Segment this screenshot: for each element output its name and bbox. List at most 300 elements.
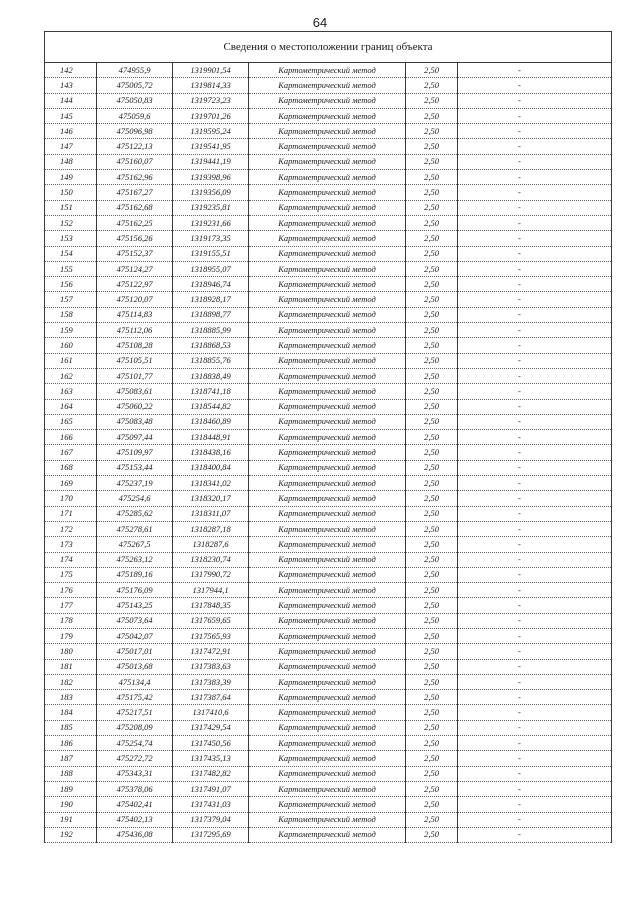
cell-method: Картометрический метод — [249, 63, 406, 78]
cell-coord-y: 1319901,54 — [173, 63, 249, 78]
cell-method: Картометрический метод — [249, 521, 406, 536]
cell-coord-y: 1318955,07 — [173, 261, 249, 276]
cell-coord-x: 475189,16 — [97, 567, 173, 582]
cell-accuracy: 2,50 — [406, 506, 458, 521]
cell-accuracy: 2,50 — [406, 277, 458, 292]
cell-point-number: 180 — [45, 644, 97, 659]
table-row — [45, 720, 612, 735]
table-body — [45, 63, 612, 843]
cell-method: Картометрический метод — [249, 628, 406, 643]
cell-point-number: 182 — [45, 674, 97, 689]
cell-coord-x: 475017,01 — [97, 644, 173, 659]
cell-method: Картометрический метод — [249, 506, 406, 521]
cell-accuracy: 2,50 — [406, 613, 458, 628]
cell-coord-y: 1318946,74 — [173, 277, 249, 292]
cell-coord-y: 1319723,23 — [173, 93, 249, 108]
cell-coord-x: 474955,9 — [97, 63, 173, 78]
table-row — [45, 628, 612, 643]
table-row — [45, 399, 612, 414]
cell-note: - — [458, 598, 612, 613]
cell-accuracy: 2,50 — [406, 399, 458, 414]
cell-coord-x: 475073,64 — [97, 613, 173, 628]
cell-note: - — [458, 537, 612, 552]
cell-note: - — [458, 521, 612, 536]
cell-method: Картометрический метод — [249, 430, 406, 445]
cell-coord-y: 1317472,91 — [173, 644, 249, 659]
cell-coord-x: 475050,83 — [97, 93, 173, 108]
cell-note: - — [458, 93, 612, 108]
table-row — [45, 353, 612, 368]
cell-coord-y: 1318928,17 — [173, 292, 249, 307]
cell-coord-y: 1319541,95 — [173, 139, 249, 154]
cell-accuracy: 2,50 — [406, 460, 458, 475]
cell-point-number: 164 — [45, 399, 97, 414]
cell-coord-y: 1318838,49 — [173, 368, 249, 383]
cell-note: - — [458, 476, 612, 491]
table-row — [45, 307, 612, 322]
cell-point-number: 189 — [45, 781, 97, 796]
cell-coord-x: 475122,97 — [97, 277, 173, 292]
table-row — [45, 323, 612, 338]
cell-coord-x: 475097,44 — [97, 430, 173, 445]
cell-accuracy: 2,50 — [406, 384, 458, 399]
cell-accuracy: 2,50 — [406, 108, 458, 123]
cell-point-number: 187 — [45, 751, 97, 766]
cell-point-number: 174 — [45, 552, 97, 567]
cell-coord-y: 1319441,19 — [173, 154, 249, 169]
cell-note: - — [458, 430, 612, 445]
cell-method: Картометрический метод — [249, 476, 406, 491]
cell-method: Картометрический метод — [249, 659, 406, 674]
cell-method: Картометрический метод — [249, 124, 406, 139]
cell-accuracy: 2,50 — [406, 246, 458, 261]
cell-coord-y: 1318438,16 — [173, 445, 249, 460]
cell-coord-x: 475143,25 — [97, 598, 173, 613]
cell-accuracy: 2,50 — [406, 781, 458, 796]
cell-note: - — [458, 154, 612, 169]
cell-method: Картометрический метод — [249, 736, 406, 751]
table-row — [45, 521, 612, 536]
cell-coord-x: 475083,48 — [97, 414, 173, 429]
cell-coord-x: 475175,42 — [97, 690, 173, 705]
cell-accuracy: 2,50 — [406, 261, 458, 276]
cell-point-number: 163 — [45, 384, 97, 399]
cell-coord-y: 1318741,18 — [173, 384, 249, 399]
cell-coord-y: 1318898,77 — [173, 307, 249, 322]
cell-note: - — [458, 797, 612, 812]
table-row — [45, 445, 612, 460]
cell-coord-x: 475278,61 — [97, 521, 173, 536]
table-row — [45, 797, 612, 812]
cell-coord-x: 475436,08 — [97, 827, 173, 842]
cell-note: - — [458, 108, 612, 123]
cell-note: - — [458, 63, 612, 78]
cell-accuracy: 2,50 — [406, 674, 458, 689]
cell-coord-y: 1319701,26 — [173, 108, 249, 123]
cell-coord-y: 1318311,07 — [173, 506, 249, 521]
cell-method: Картометрический метод — [249, 185, 406, 200]
cell-method: Картометрический метод — [249, 613, 406, 628]
table-row — [45, 552, 612, 567]
cell-point-number: 175 — [45, 567, 97, 582]
table-row — [45, 476, 612, 491]
table-row — [45, 705, 612, 720]
cell-method: Картометрический метод — [249, 644, 406, 659]
cell-note: - — [458, 506, 612, 521]
cell-note: - — [458, 384, 612, 399]
cell-method: Картометрический метод — [249, 215, 406, 230]
cell-coord-x: 475217,51 — [97, 705, 173, 720]
cell-coord-y: 1318460,89 — [173, 414, 249, 429]
cell-point-number: 165 — [45, 414, 97, 429]
cell-point-number: 186 — [45, 736, 97, 751]
cell-note: - — [458, 751, 612, 766]
cell-point-number: 149 — [45, 170, 97, 185]
cell-coord-x: 475108,28 — [97, 338, 173, 353]
table-row — [45, 93, 612, 108]
table-row — [45, 736, 612, 751]
cell-point-number: 153 — [45, 231, 97, 246]
cell-coord-x: 475272,72 — [97, 751, 173, 766]
cell-accuracy: 2,50 — [406, 430, 458, 445]
cell-accuracy: 2,50 — [406, 368, 458, 383]
cell-note: - — [458, 552, 612, 567]
cell-coord-y: 1317295,69 — [173, 827, 249, 842]
cell-coord-y: 1317435,13 — [173, 751, 249, 766]
cell-point-number: 171 — [45, 506, 97, 521]
cell-point-number: 169 — [45, 476, 97, 491]
cell-coord-x: 475112,06 — [97, 323, 173, 338]
cell-coord-x: 475124,27 — [97, 261, 173, 276]
cell-coord-x: 475378,06 — [97, 781, 173, 796]
cell-coord-y: 1317659,65 — [173, 613, 249, 628]
cell-accuracy: 2,50 — [406, 338, 458, 353]
cell-coord-x: 475083,61 — [97, 384, 173, 399]
cell-note: - — [458, 215, 612, 230]
cell-point-number: 159 — [45, 323, 97, 338]
cell-coord-y: 1317429,54 — [173, 720, 249, 735]
table-row — [45, 659, 612, 674]
cell-method: Картометрический метод — [249, 583, 406, 598]
table-row — [45, 139, 612, 154]
cell-point-number: 191 — [45, 812, 97, 827]
cell-accuracy: 2,50 — [406, 583, 458, 598]
cell-method: Картометрический метод — [249, 292, 406, 307]
table-row — [45, 766, 612, 781]
table-row — [45, 277, 612, 292]
table-row — [45, 246, 612, 261]
cell-accuracy: 2,50 — [406, 567, 458, 582]
cell-method: Картометрический метод — [249, 414, 406, 429]
cell-coord-x: 475059,6 — [97, 108, 173, 123]
cell-accuracy: 2,50 — [406, 292, 458, 307]
cell-coord-y: 1317944,1 — [173, 583, 249, 598]
cell-coord-y: 1319173,35 — [173, 231, 249, 246]
cell-note: - — [458, 491, 612, 506]
cell-point-number: 185 — [45, 720, 97, 735]
cell-accuracy: 2,50 — [406, 521, 458, 536]
cell-point-number: 166 — [45, 430, 97, 445]
cell-note: - — [458, 246, 612, 261]
table-row — [45, 154, 612, 169]
cell-method: Картометрический метод — [249, 323, 406, 338]
cell-note: - — [458, 231, 612, 246]
cell-method: Картометрический метод — [249, 368, 406, 383]
cell-method: Картометрический метод — [249, 445, 406, 460]
table-row — [45, 537, 612, 552]
cell-point-number: 170 — [45, 491, 97, 506]
table-row — [45, 690, 612, 705]
cell-method: Картометрический метод — [249, 170, 406, 185]
cell-point-number: 148 — [45, 154, 97, 169]
cell-accuracy: 2,50 — [406, 353, 458, 368]
cell-point-number: 190 — [45, 797, 97, 812]
cell-note: - — [458, 353, 612, 368]
cell-method: Картометрический метод — [249, 460, 406, 475]
cell-coord-y: 1318400,84 — [173, 460, 249, 475]
cell-note: - — [458, 261, 612, 276]
cell-coord-y: 1318320,17 — [173, 491, 249, 506]
cell-point-number: 151 — [45, 200, 97, 215]
cell-coord-y: 1318868,53 — [173, 338, 249, 353]
cell-note: - — [458, 338, 612, 353]
table-row — [45, 124, 612, 139]
cell-note: - — [458, 812, 612, 827]
cell-method: Картометрический метод — [249, 797, 406, 812]
table-row — [45, 674, 612, 689]
cell-note: - — [458, 674, 612, 689]
cell-note: - — [458, 720, 612, 735]
cell-method: Картометрический метод — [249, 200, 406, 215]
cell-method: Картометрический метод — [249, 674, 406, 689]
cell-point-number: 146 — [45, 124, 97, 139]
table-row — [45, 185, 612, 200]
cell-coord-x: 475237,19 — [97, 476, 173, 491]
table-row — [45, 827, 612, 842]
table-row — [45, 368, 612, 383]
cell-coord-x: 475101,77 — [97, 368, 173, 383]
cell-coord-y: 1317410,6 — [173, 705, 249, 720]
cell-point-number: 142 — [45, 63, 97, 78]
cell-method: Картометрический метод — [249, 705, 406, 720]
cell-accuracy: 2,50 — [406, 827, 458, 842]
cell-note: - — [458, 124, 612, 139]
cell-accuracy: 2,50 — [406, 93, 458, 108]
cell-coord-x: 475267,5 — [97, 537, 173, 552]
cell-method: Картометрический метод — [249, 781, 406, 796]
cell-accuracy: 2,50 — [406, 231, 458, 246]
cell-accuracy: 2,50 — [406, 751, 458, 766]
cell-coord-y: 1318230,74 — [173, 552, 249, 567]
cell-coord-x: 475105,51 — [97, 353, 173, 368]
cell-point-number: 158 — [45, 307, 97, 322]
cell-note: - — [458, 736, 612, 751]
cell-coord-x: 475162,25 — [97, 215, 173, 230]
cell-coord-x: 475060,22 — [97, 399, 173, 414]
cell-note: - — [458, 307, 612, 322]
cell-note: - — [458, 292, 612, 307]
cell-method: Картометрический метод — [249, 353, 406, 368]
cell-method: Картометрический метод — [249, 384, 406, 399]
cell-point-number: 173 — [45, 537, 97, 552]
cell-method: Картометрический метод — [249, 139, 406, 154]
cell-point-number: 172 — [45, 521, 97, 536]
page-number: 64 — [312, 15, 328, 30]
cell-coord-x: 475167,27 — [97, 185, 173, 200]
cell-point-number: 181 — [45, 659, 97, 674]
table-row — [45, 384, 612, 399]
cell-coord-x: 475114,83 — [97, 307, 173, 322]
cell-coord-y: 1318885,99 — [173, 323, 249, 338]
cell-coord-y: 1317383,39 — [173, 674, 249, 689]
cell-coord-x: 475208,09 — [97, 720, 173, 735]
cell-point-number: 177 — [45, 598, 97, 613]
cell-point-number: 168 — [45, 460, 97, 475]
cell-coord-y: 1319235,81 — [173, 200, 249, 215]
cell-coord-x: 475162,96 — [97, 170, 173, 185]
table-row — [45, 231, 612, 246]
cell-method: Картометрический метод — [249, 766, 406, 781]
cell-method: Картометрический метод — [249, 338, 406, 353]
table-row — [45, 63, 612, 78]
cell-point-number: 155 — [45, 261, 97, 276]
cell-coord-y: 1318448,91 — [173, 430, 249, 445]
cell-coord-x: 475156,26 — [97, 231, 173, 246]
cell-coord-y: 1319814,33 — [173, 78, 249, 93]
table-row — [45, 751, 612, 766]
table-row — [45, 292, 612, 307]
cell-coord-x: 475263,12 — [97, 552, 173, 567]
table-row — [45, 170, 612, 185]
cell-coord-y: 1319231,66 — [173, 215, 249, 230]
cell-note: - — [458, 414, 612, 429]
cell-method: Картометрический метод — [249, 93, 406, 108]
cell-coord-x: 475042,07 — [97, 628, 173, 643]
cell-method: Картометрический метод — [249, 277, 406, 292]
cell-coord-y: 1319356,09 — [173, 185, 249, 200]
cell-accuracy: 2,50 — [406, 736, 458, 751]
table-row — [45, 414, 612, 429]
cell-method: Картометрический метод — [249, 598, 406, 613]
cell-method: Картометрический метод — [249, 812, 406, 827]
cell-accuracy: 2,50 — [406, 644, 458, 659]
cell-method: Картометрический метод — [249, 552, 406, 567]
cell-coord-x: 475162,68 — [97, 200, 173, 215]
cell-note: - — [458, 200, 612, 215]
cell-note: - — [458, 460, 612, 475]
table-title: Сведения о местоположении границ объекта — [45, 32, 612, 63]
cell-coord-x: 475176,09 — [97, 583, 173, 598]
cell-accuracy: 2,50 — [406, 537, 458, 552]
cell-coord-y: 1317848,35 — [173, 598, 249, 613]
cell-coord-y: 1319155,51 — [173, 246, 249, 261]
cell-coord-y: 1318341,02 — [173, 476, 249, 491]
table-row — [45, 200, 612, 215]
table-row — [45, 567, 612, 582]
table-row — [45, 215, 612, 230]
boundary-coordinates-table — [44, 31, 612, 843]
cell-coord-y: 1318287,6 — [173, 537, 249, 552]
table-row — [45, 338, 612, 353]
cell-method: Картометрический метод — [249, 720, 406, 735]
cell-accuracy: 2,50 — [406, 812, 458, 827]
cell-coord-x: 475134,4 — [97, 674, 173, 689]
cell-accuracy: 2,50 — [406, 200, 458, 215]
cell-coord-x: 475254,74 — [97, 736, 173, 751]
cell-point-number: 162 — [45, 368, 97, 383]
cell-coord-x: 475402,13 — [97, 812, 173, 827]
cell-point-number: 183 — [45, 690, 97, 705]
table-row — [45, 491, 612, 506]
cell-method: Картометрический метод — [249, 261, 406, 276]
table-row — [45, 108, 612, 123]
cell-point-number: 192 — [45, 827, 97, 842]
cell-note: - — [458, 613, 612, 628]
table-row — [45, 261, 612, 276]
cell-point-number: 147 — [45, 139, 97, 154]
cell-note: - — [458, 644, 612, 659]
cell-coord-y: 1319595,24 — [173, 124, 249, 139]
cell-note: - — [458, 139, 612, 154]
cell-accuracy: 2,50 — [406, 766, 458, 781]
cell-point-number: 184 — [45, 705, 97, 720]
cell-coord-y: 1318855,76 — [173, 353, 249, 368]
cell-method: Картометрический метод — [249, 108, 406, 123]
cell-note: - — [458, 78, 612, 93]
cell-accuracy: 2,50 — [406, 215, 458, 230]
cell-method: Картометрический метод — [249, 78, 406, 93]
cell-accuracy: 2,50 — [406, 124, 458, 139]
cell-coord-x: 475109,97 — [97, 445, 173, 460]
cell-note: - — [458, 277, 612, 292]
cell-point-number: 154 — [45, 246, 97, 261]
cell-coord-y: 1317383,63 — [173, 659, 249, 674]
cell-coord-x: 475005,72 — [97, 78, 173, 93]
cell-coord-y: 1317565,93 — [173, 628, 249, 643]
cell-point-number: 144 — [45, 93, 97, 108]
cell-coord-y: 1317990,72 — [173, 567, 249, 582]
cell-method: Картометрический метод — [249, 491, 406, 506]
cell-coord-x: 475153,44 — [97, 460, 173, 475]
cell-method: Картометрический метод — [249, 567, 406, 582]
cell-accuracy: 2,50 — [406, 307, 458, 322]
cell-note: - — [458, 690, 612, 705]
table-row — [45, 812, 612, 827]
cell-coord-x: 475152,37 — [97, 246, 173, 261]
cell-point-number: 152 — [45, 215, 97, 230]
cell-point-number: 161 — [45, 353, 97, 368]
table-row — [45, 583, 612, 598]
cell-note: - — [458, 583, 612, 598]
cell-point-number: 156 — [45, 277, 97, 292]
cell-point-number: 179 — [45, 628, 97, 643]
cell-coord-x: 475285,62 — [97, 506, 173, 521]
table-row — [45, 460, 612, 475]
cell-coord-y: 1317450,56 — [173, 736, 249, 751]
cell-point-number: 143 — [45, 78, 97, 93]
table-row — [45, 644, 612, 659]
cell-accuracy: 2,50 — [406, 552, 458, 567]
cell-method: Картометрический метод — [249, 827, 406, 842]
cell-accuracy: 2,50 — [406, 491, 458, 506]
cell-accuracy: 2,50 — [406, 628, 458, 643]
cell-note: - — [458, 567, 612, 582]
cell-point-number: 150 — [45, 185, 97, 200]
cell-note: - — [458, 185, 612, 200]
cell-method: Картометрический метод — [249, 307, 406, 322]
cell-accuracy: 2,50 — [406, 154, 458, 169]
cell-accuracy: 2,50 — [406, 720, 458, 735]
